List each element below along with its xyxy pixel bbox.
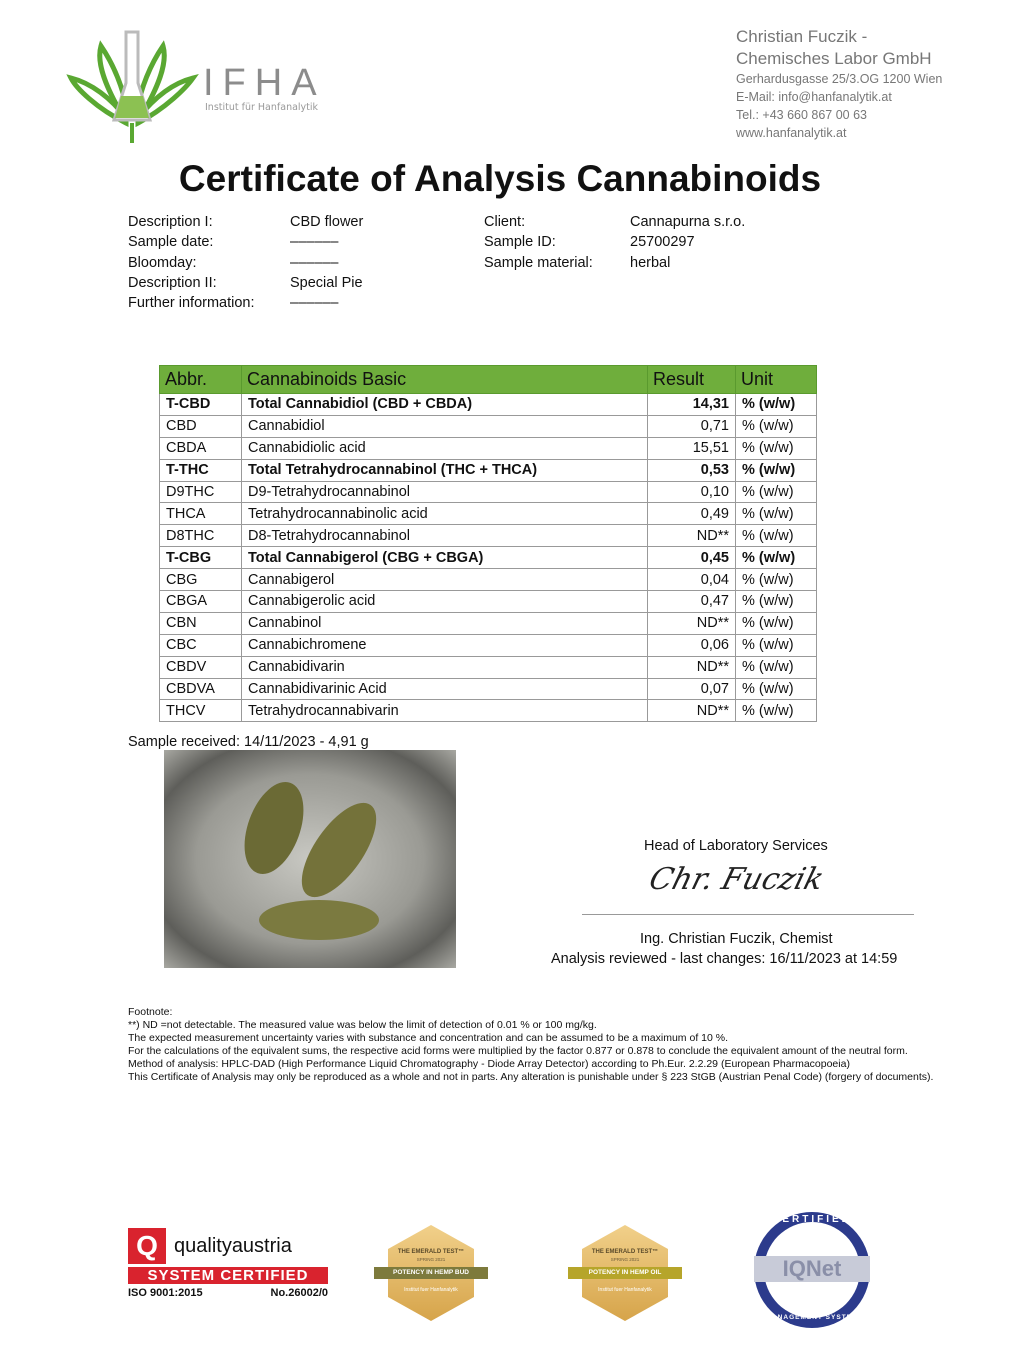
result: 14,31 xyxy=(648,394,736,416)
table-row xyxy=(160,415,817,437)
cannabis-buds-image xyxy=(164,750,456,968)
table-row xyxy=(160,612,817,634)
emerald-season: SPRING 2021 xyxy=(610,1257,640,1262)
table-row xyxy=(160,525,817,547)
unit: % (w/w) xyxy=(736,547,817,569)
abbr: T-THC xyxy=(160,459,242,481)
lab-street: Gerhardusgasse 25/3.OG 1200 Wien xyxy=(736,72,943,86)
meta-label: Description I: xyxy=(128,214,213,230)
sample-photo xyxy=(164,750,456,968)
emerald-institute: Institut fuer Hanfanalytik xyxy=(598,1287,652,1293)
meta-value: CBD flower xyxy=(290,214,364,230)
result: 15,51 xyxy=(648,437,736,459)
result: 0,71 xyxy=(648,415,736,437)
cannabinoid: D9-Tetrahydrocannabinol xyxy=(242,481,648,503)
abbr: CBC xyxy=(160,634,242,656)
meta-label: Further information: xyxy=(128,295,255,312)
result: 0,49 xyxy=(648,503,736,525)
header-abbr: Abbr. xyxy=(160,366,242,394)
meta-label: Bloomday: xyxy=(128,254,197,271)
emerald-institute: Institut fuer Hanfanalytik xyxy=(404,1287,458,1293)
header-cannabinoid: Cannabinoids Basic xyxy=(242,366,648,394)
abbr: D8THC xyxy=(160,525,242,547)
abbr: T-CBD xyxy=(160,394,242,416)
qa-cert: SYSTEM CERTIFIED xyxy=(128,1267,328,1284)
abbr: CBGA xyxy=(160,591,242,613)
unit: % (w/w) xyxy=(736,656,817,678)
unit: % (w/w) xyxy=(736,612,817,634)
abbr: CBG xyxy=(160,569,242,591)
lab-address xyxy=(736,26,942,142)
lab-phone: Tel.: +43 660 867 00 63 xyxy=(736,108,868,122)
table-row xyxy=(160,394,817,416)
emerald-test-badge xyxy=(374,1225,488,1321)
meta-row xyxy=(128,253,363,273)
cannabinoid: Cannabidivarinic Acid xyxy=(242,678,648,700)
header-unit: Unit xyxy=(736,366,817,394)
result: 0,04 xyxy=(648,569,736,591)
result: 0,10 xyxy=(648,481,736,503)
result: 0,47 xyxy=(648,591,736,613)
meta-right xyxy=(484,212,745,273)
ifha-logo xyxy=(66,28,326,146)
iqnet-text: IQNet xyxy=(754,1256,870,1282)
sample-received: Sample received: 14/11/2023 - 4,91 g xyxy=(128,734,369,750)
meta-value: herbal xyxy=(630,254,671,271)
cannabinoid: Total Cannabigerol (CBG + CBGA) xyxy=(242,547,648,569)
unit: % (w/w) xyxy=(736,678,817,700)
cannabinoid: Total Tetrahydrocannabinol (THC + THCA) xyxy=(242,459,648,481)
table-row xyxy=(160,437,817,459)
result: 0,53 xyxy=(648,459,736,481)
qa-iso: ISO 9001:2015 xyxy=(128,1287,203,1299)
result: 0,45 xyxy=(648,547,736,569)
cannabinoid: Cannabidivarin xyxy=(242,656,648,678)
footnote-line: Method of analysis: HPLC-DAD (High Performance Liquid Chromatography - Diode Array Detector) according to Ph.Eur. 2.2.29 (European Pharmacopoeia) xyxy=(128,1058,850,1070)
result: ND** xyxy=(648,700,736,722)
qa-number: No.26002/0 xyxy=(270,1287,328,1299)
iqnet-badge xyxy=(754,1212,870,1328)
iqnet-top: CERTIFIED xyxy=(772,1214,852,1225)
lab-name-1: Christian Fuczik - xyxy=(736,27,868,46)
footnote-line: The expected measurement uncertainty varies with substance and concentration and can be assumed to be a maximum of 10 %. xyxy=(128,1032,728,1044)
footnote-line: This Certificate of Analysis may only be reproduced as a whole and not in parts. Any alteration is punishable under § 223 StGB (Austrian Penal Code) (forgery of documents). xyxy=(128,1071,934,1083)
meta-value: Special Pie xyxy=(290,274,363,291)
meta-value: –––––– xyxy=(290,295,339,312)
table-row xyxy=(160,678,817,700)
table-row xyxy=(160,547,817,569)
cannabis-flask-icon xyxy=(66,28,201,146)
signature-line xyxy=(582,914,914,915)
meta-label: Description II: xyxy=(128,274,217,291)
meta-label: Sample material: xyxy=(484,254,593,271)
meta-value: –––––– xyxy=(290,254,339,271)
abbr: CBDA xyxy=(160,437,242,459)
cannabinoid: Total Cannabidiol (CBD + CBDA) xyxy=(242,394,648,416)
meta-row xyxy=(484,253,745,273)
qa-name: qualityaustria xyxy=(174,1234,292,1257)
abbr: CBD xyxy=(160,415,242,437)
meta-value: –––––– xyxy=(290,234,339,251)
page-title: Certificate of Analysis Cannabinoids xyxy=(178,158,822,199)
abbr: THCA xyxy=(160,503,242,525)
meta-value: 25700297 xyxy=(630,234,695,251)
cannabinoid: Cannabichromene xyxy=(242,634,648,656)
cannabinoid: Tetrahydrocannabivarin xyxy=(242,700,648,722)
result: 0,07 xyxy=(648,678,736,700)
meta-row xyxy=(484,232,745,252)
footnote-line: Footnote: xyxy=(128,1006,173,1018)
lab-email[interactable]: E-Mail: info@hanfanalytik.at xyxy=(736,90,892,104)
signatory-name: Ing. Christian Fuczik, Chemist xyxy=(640,931,833,947)
q-logo-icon: Q xyxy=(128,1228,166,1264)
meta-row xyxy=(128,293,363,313)
lab-website[interactable]: www.hanfanalytik.at xyxy=(736,126,847,140)
meta-left xyxy=(128,212,363,313)
abbr: THCV xyxy=(160,700,242,722)
cannabinoid: Cannabigerolic acid xyxy=(242,591,648,613)
meta-row xyxy=(484,212,745,232)
result: ND** xyxy=(648,525,736,547)
unit: % (w/w) xyxy=(736,437,817,459)
table-row xyxy=(160,569,817,591)
unit: % (w/w) xyxy=(736,481,817,503)
footnote-line: **) ND =not detectable. The measured value was below the limit of detection of 0.01 % or 100 mg/kg. xyxy=(128,1019,597,1031)
meta-label: Client: xyxy=(484,214,526,230)
meta-value: Cannapurna s.r.o. xyxy=(630,214,746,230)
signature-role: Head of Laboratory Services xyxy=(644,838,828,854)
quality-austria-badge xyxy=(128,1228,328,1299)
result: 0,06 xyxy=(648,634,736,656)
table-row xyxy=(160,656,817,678)
cannabinoid: Cannabidiol xyxy=(242,415,648,437)
unit: % (w/w) xyxy=(736,525,817,547)
header-result: Result xyxy=(648,366,736,394)
abbr: D9THC xyxy=(160,481,242,503)
unit: % (w/w) xyxy=(736,700,817,722)
result: ND** xyxy=(648,656,736,678)
meta-row xyxy=(128,232,363,252)
cannabinoid: Cannabidiolic acid xyxy=(242,437,648,459)
cannabinoid: D8-Tetrahydrocannabinol xyxy=(242,525,648,547)
iqnet-bottom: MANAGEMENT SYSTEM xyxy=(765,1314,859,1321)
emerald-test-badge xyxy=(568,1225,682,1321)
emerald-title: THE EMERALD TEST™ xyxy=(591,1249,659,1255)
footnote xyxy=(128,1006,948,1084)
cannabinoid: Tetrahydrocannabinolic acid xyxy=(242,503,648,525)
table-row xyxy=(160,481,817,503)
abbr: CBDVA xyxy=(160,678,242,700)
table-row xyxy=(160,503,817,525)
unit: % (w/w) xyxy=(736,634,817,656)
lab-name-2: Chemisches Labor GmbH xyxy=(736,49,932,68)
emerald-season: SPRING 2021 xyxy=(416,1257,446,1262)
meta-row xyxy=(128,273,363,293)
unit: % (w/w) xyxy=(736,459,817,481)
footnote-line: For the calculations of the equivalent sums, the respective acid forms were multiplied by the factor 0.877 or 0.878 to conclude the equivalent amount of the neutral form. xyxy=(128,1045,908,1057)
unit: % (w/w) xyxy=(736,503,817,525)
meta-label: Sample ID: xyxy=(484,234,556,251)
review-date: Analysis reviewed - last changes: 16/11/2023 at 14:59 xyxy=(551,951,898,967)
unit: % (w/w) xyxy=(736,569,817,591)
abbr: CBDV xyxy=(160,656,242,678)
signature-image: Chr. Fuczik xyxy=(645,862,828,897)
meta-row xyxy=(128,212,363,232)
emerald-label: POTENCY IN HEMP OIL xyxy=(568,1267,682,1279)
abbr: CBN xyxy=(160,612,242,634)
logo-subtitle: Institut für Hanfanalytik xyxy=(205,102,319,113)
unit: % (w/w) xyxy=(736,415,817,437)
logo-letters: IFHA xyxy=(203,62,326,104)
cannabinoid: Cannabinol xyxy=(242,612,648,634)
result: ND** xyxy=(648,612,736,634)
cannabinoid: Cannabigerol xyxy=(242,569,648,591)
emerald-label: POTENCY IN HEMP BUD xyxy=(374,1267,488,1279)
unit: % (w/w) xyxy=(736,591,817,613)
table-row xyxy=(160,634,817,656)
abbr: T-CBG xyxy=(160,547,242,569)
unit: % (w/w) xyxy=(736,394,817,416)
emerald-title: THE EMERALD TEST™ xyxy=(397,1249,465,1255)
table-row xyxy=(160,700,817,722)
table-row xyxy=(160,591,817,613)
results-table xyxy=(159,365,817,722)
meta-label: Sample date: xyxy=(128,234,214,251)
table-row xyxy=(160,459,817,481)
